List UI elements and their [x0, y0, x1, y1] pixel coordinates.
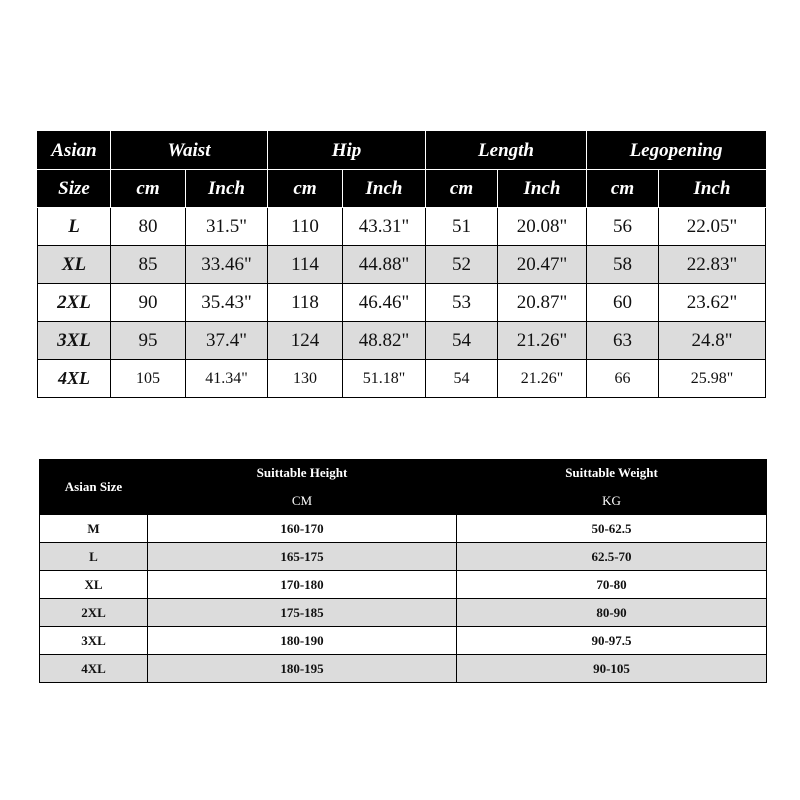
group-header-length: Length	[426, 132, 587, 170]
table-row	[40, 599, 767, 627]
table-cell: 33.46"	[186, 246, 268, 284]
unit-header: cm	[587, 170, 659, 208]
group-header-hip: Hip	[268, 132, 426, 170]
weight-range: 62.5-70	[457, 543, 767, 571]
table-cell: 44.88"	[343, 246, 426, 284]
table1-header-row-groups	[38, 132, 766, 170]
weight-range: 50-62.5	[457, 515, 767, 543]
table-cell: 124	[268, 322, 343, 360]
height-range: 160-170	[148, 515, 457, 543]
weight-header: Suittable Weight	[457, 460, 767, 487]
table-cell: 20.08"	[498, 208, 587, 246]
height-header: Suittable Height	[148, 460, 457, 487]
table-cell: 22.05"	[659, 208, 766, 246]
group-header-legopening: Legopening	[587, 132, 766, 170]
weight-unit-label: KG	[457, 487, 767, 515]
table-cell: 51	[426, 208, 498, 246]
table-cell: 23.62"	[659, 284, 766, 322]
table-cell: 63	[587, 322, 659, 360]
table-cell: 21.26"	[498, 322, 587, 360]
unit-header: Inch	[343, 170, 426, 208]
table-row	[40, 627, 767, 655]
measurement-size-table	[37, 131, 766, 398]
table-row	[38, 246, 766, 284]
table-cell: 114	[268, 246, 343, 284]
unit-header: Inch	[498, 170, 587, 208]
table-cell: 80	[111, 208, 186, 246]
corner-size-label: Size	[38, 170, 111, 208]
table-cell: 118	[268, 284, 343, 322]
weight-range: 90-97.5	[457, 627, 767, 655]
unit-header: cm	[111, 170, 186, 208]
unit-header: Inch	[186, 170, 268, 208]
size-label: 2XL	[38, 284, 111, 322]
table-row	[40, 543, 767, 571]
size-label: 3XL	[38, 322, 111, 360]
table-cell: 56	[587, 208, 659, 246]
table-cell: 37.4"	[186, 322, 268, 360]
weight-range: 70-80	[457, 571, 767, 599]
table-cell: 95	[111, 322, 186, 360]
table-row	[38, 208, 766, 246]
table-row	[40, 515, 767, 543]
table-cell: 41.34"	[186, 360, 268, 398]
unit-header: Inch	[659, 170, 766, 208]
table-cell: 48.82"	[343, 322, 426, 360]
height-range: 165-175	[148, 543, 457, 571]
unit-header: cm	[426, 170, 498, 208]
table2-header-row-titles	[40, 460, 767, 487]
table-row	[40, 655, 767, 683]
height-range: 175-185	[148, 599, 457, 627]
table-row	[38, 284, 766, 322]
table-cell: 20.87"	[498, 284, 587, 322]
size-label: XL	[40, 571, 148, 599]
table-cell: 21.26"	[498, 360, 587, 398]
size-label: L	[38, 208, 111, 246]
size-label: 4XL	[38, 360, 111, 398]
table-cell: 130	[268, 360, 343, 398]
weight-range: 90-105	[457, 655, 767, 683]
table-cell: 25.98"	[659, 360, 766, 398]
table-cell: 54	[426, 360, 498, 398]
table-cell: 43.31"	[343, 208, 426, 246]
height-unit-label: CM	[148, 487, 457, 515]
table-row	[38, 360, 766, 398]
table-cell: 110	[268, 208, 343, 246]
size-label: M	[40, 515, 148, 543]
table-cell: 105	[111, 360, 186, 398]
table-cell: 60	[587, 284, 659, 322]
table-cell: 20.47"	[498, 246, 587, 284]
table-cell: 58	[587, 246, 659, 284]
table-cell: 35.43"	[186, 284, 268, 322]
table-row	[38, 322, 766, 360]
table-row	[40, 571, 767, 599]
corner-asian-label: Asian	[38, 132, 111, 170]
weight-range: 80-90	[457, 599, 767, 627]
size-label: XL	[38, 246, 111, 284]
size-label: 2XL	[40, 599, 148, 627]
table-cell: 46.46"	[343, 284, 426, 322]
table-cell: 24.8"	[659, 322, 766, 360]
table2-header-row-units	[40, 487, 767, 515]
asian-size-header: Asian Size	[40, 460, 148, 515]
table-cell: 54	[426, 322, 498, 360]
height-range: 180-195	[148, 655, 457, 683]
table-cell: 90	[111, 284, 186, 322]
group-header-waist: Waist	[111, 132, 268, 170]
size-label: L	[40, 543, 148, 571]
size-label: 3XL	[40, 627, 148, 655]
table-cell: 52	[426, 246, 498, 284]
table-cell: 85	[111, 246, 186, 284]
table-cell: 22.83"	[659, 246, 766, 284]
table-cell: 66	[587, 360, 659, 398]
table-cell: 53	[426, 284, 498, 322]
table1-header-row-units	[38, 170, 766, 208]
height-weight-size-table	[39, 459, 767, 683]
table-cell: 31.5"	[186, 208, 268, 246]
unit-header: cm	[268, 170, 343, 208]
height-range: 180-190	[148, 627, 457, 655]
table-cell: 51.18"	[343, 360, 426, 398]
height-range: 170-180	[148, 571, 457, 599]
size-label: 4XL	[40, 655, 148, 683]
